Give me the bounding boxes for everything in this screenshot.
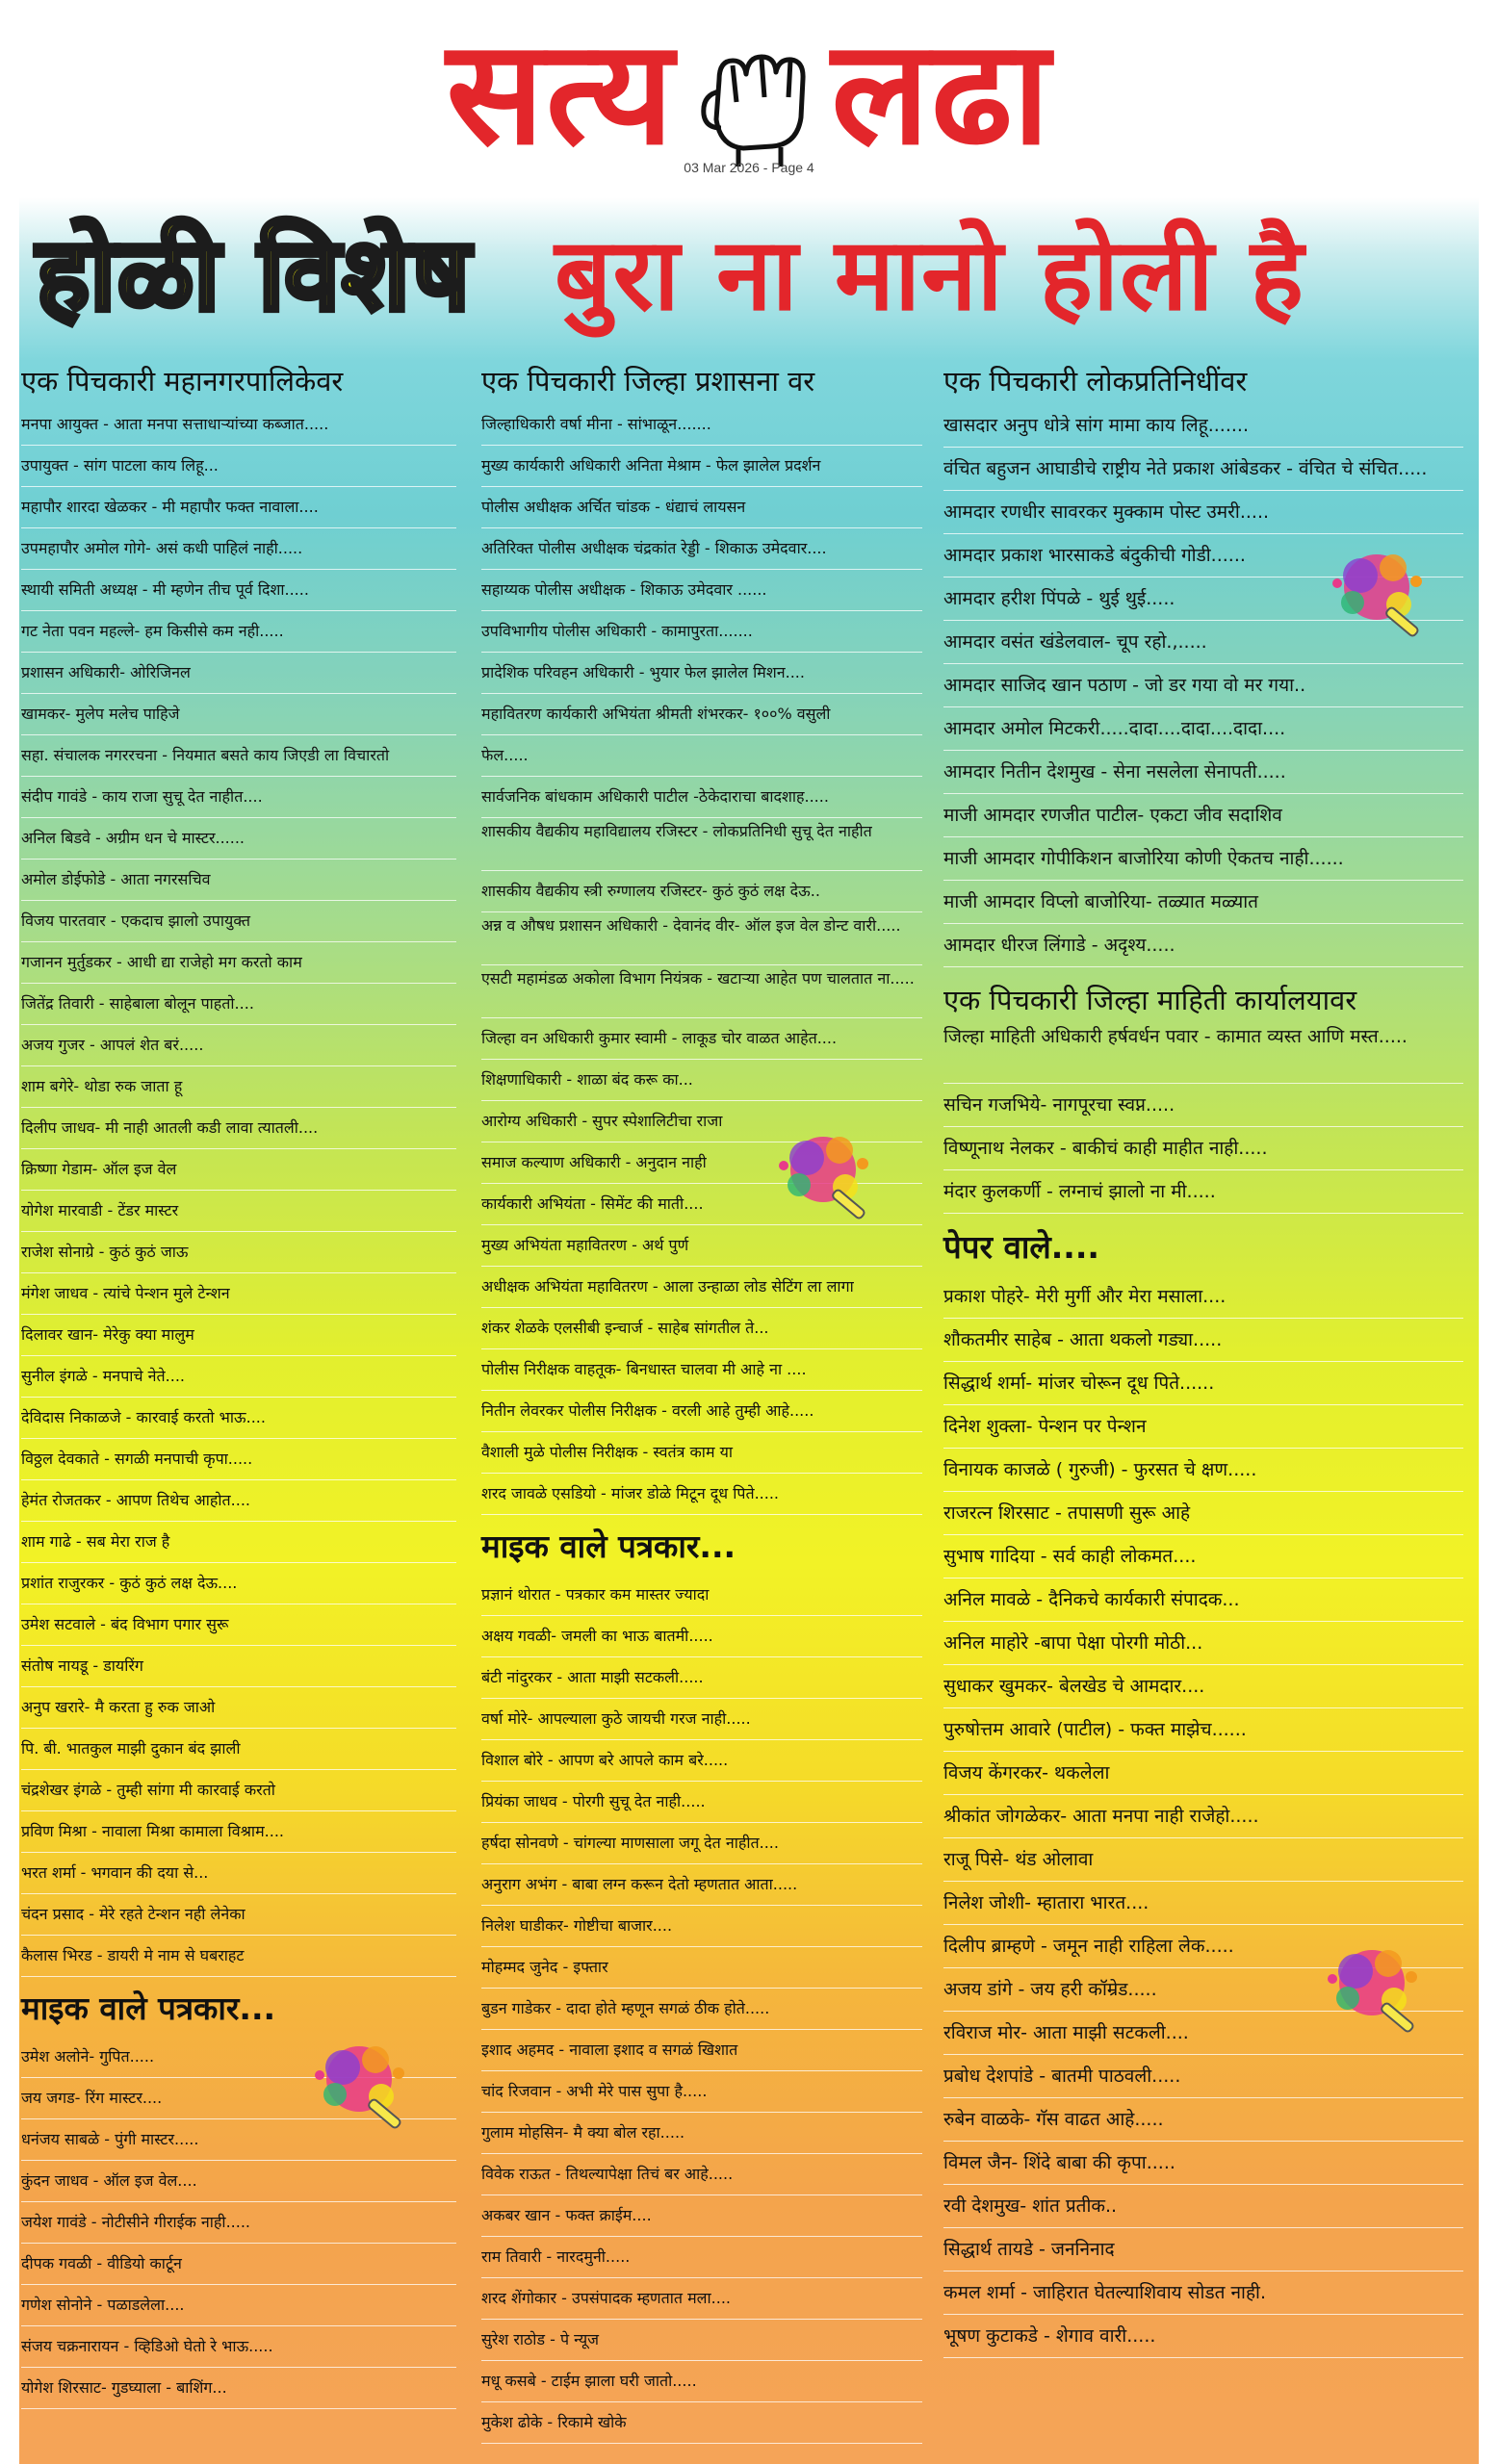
section-heading-district-admin: एक पिचकारी जिल्हा प्रशासना वर xyxy=(481,365,815,398)
list-item: अक्षय गवळी- जमली का भाऊ बातमी..... xyxy=(481,1616,922,1657)
list-item: गट नेता पवन महल्ले- हम किसीसे कम नही..... xyxy=(21,611,456,653)
list-item: रवी देशमुख- शांत प्रतीक.. xyxy=(943,2185,1463,2228)
holi-color-splash-icon xyxy=(1319,1935,1434,2044)
list-item: चंदन प्रसाद - मेरे रहते टेन्शन नही लेनेका xyxy=(21,1894,456,1936)
list-item: देविदास निकाळजे - कारवाई करतो भाऊ.... xyxy=(21,1398,456,1439)
list-item: चांद रिजवान - अभी मेरे पास सुपा है..... xyxy=(481,2071,922,2113)
list-item: आरोग्य अधिकारी - सुपर स्पेशालिटीचा राजा xyxy=(481,1101,922,1142)
list-item: प्रादेशिक परिवहन अधिकारी - भुयार फेल झालेल मिशन.... xyxy=(481,653,922,694)
masthead xyxy=(0,0,1498,192)
holi-color-splash-icon xyxy=(306,2031,422,2141)
list-item: संजय चक्रनारायन - व्हिडिओ घेतो रे भाऊ..... xyxy=(21,2326,456,2368)
list-item: शरद शेंगोकार - उपसंपादक म्हणतात मला.... xyxy=(481,2278,922,2320)
list-item: प्रशासन अधिकारी- ओरिजिनल xyxy=(21,653,456,694)
list-item: उमेश अलोने- गुपित..... xyxy=(21,2037,456,2078)
list-item: दिलावर खान- मेरेकु क्या मालुम xyxy=(21,1315,456,1356)
list-item: राम तिवारी - नारदमुनी..... xyxy=(481,2237,922,2278)
list-item: अकबर खान - फक्त क्राईम.... xyxy=(481,2195,922,2237)
list-item: योगेश मारवाडी - टेंडर मास्टर xyxy=(21,1191,456,1232)
list-item: प्रकाश पोहरे- मेरी मुर्गी और मेरा मसाला.... xyxy=(943,1275,1463,1319)
section-heading-paper-wale: पेपर वाले.... xyxy=(943,1228,1099,1266)
list-item: गणेश सोनोने - पळाडलेला.... xyxy=(21,2285,456,2326)
list-item: मुकेश ढोके - रिकामे खोके xyxy=(481,2402,922,2444)
paper-wale-list xyxy=(943,1275,1463,2358)
column-district-administration xyxy=(481,358,922,2444)
list-item: पि. बी. भातकुल माझी दुकान बंद झाली xyxy=(21,1729,456,1770)
list-item: प्रियंका जाधव - पोरगी सुचू देत नाही..... xyxy=(481,1782,922,1823)
list-item: माजी आमदार गोपीकिशन बाजोरिया कोणी ऐकतच नाही...... xyxy=(943,837,1463,881)
info-office-list xyxy=(943,1023,1463,1214)
list-item: माजी आमदार विप्लो बाजोरिया- तळ्यात मळ्यात xyxy=(943,881,1463,924)
list-item: मुख्य कार्यकारी अधिकारी अनिता मेश्राम - फेल झालेल प्रदर्शन xyxy=(481,446,922,487)
section-heading-info-office: एक पिचकारी जिल्हा माहिती कार्यालयावर xyxy=(943,984,1357,1016)
holi-color-splash-icon xyxy=(1324,539,1439,649)
section-heading-mike-reporters: माइक वाले पत्रकार... xyxy=(21,1989,276,2027)
list-item: पुरुषोत्तम आवारे (पाटील) - फक्त माझेच...... xyxy=(943,1708,1463,1752)
list-item: संतोष नायडू - डायरिंग xyxy=(21,1646,456,1687)
list-item: गजानन मुर्तुडकर - आधी द्या राजेहो मग करतो काम xyxy=(21,942,456,984)
list-item: क्रिष्णा गेडाम- ऑल इज वेल xyxy=(21,1149,456,1191)
list-item: निलेश जोशी- म्हातारा भारत.... xyxy=(943,1882,1463,1925)
list-item: शासकीय वैद्यकीय महाविद्यालय रजिस्टर - लोकप्रतिनिधी सुचू देत नाहीत xyxy=(481,818,922,871)
list-item: अमोल डोईफोडे - आता नगरसचिव xyxy=(21,860,456,901)
list-item: राजेश सोनाग्रे - कुठं कुठं जाऊ xyxy=(21,1232,456,1273)
list-item: मंगेश जाधव - त्यांचे पेन्शन मुले टेन्शन xyxy=(21,1273,456,1315)
banner-holi-vishesh: होळी विशेष xyxy=(37,216,472,333)
list-item: प्रज्ञानं थोरात - पत्रकार कम मास्तर ज्यादा xyxy=(481,1575,922,1616)
list-item: विवेक राऊत - तिथल्यापेक्षा तिचं बर आहे..... xyxy=(481,2154,922,2195)
list-item: मनपा आयुक्त - आता मनपा सत्ताधाऱ्यांच्या कब्जात..... xyxy=(21,404,456,446)
list-item: शाम बगेरे- थोडा रुक जाता हू xyxy=(21,1066,456,1108)
list-item: शंकर शेळके एलसीबी इन्चार्ज - साहेब सांगतील ते... xyxy=(481,1308,922,1349)
list-item: फेल..... xyxy=(481,735,922,777)
list-item: अधीक्षक अभियंता महावितरण - आला उन्हाळा लोड सेटिंग ला लागा xyxy=(481,1267,922,1308)
list-item: कैलास भिरड - डायरी मे नाम से घबराहट xyxy=(21,1936,456,1977)
municipal-list xyxy=(21,404,456,1977)
raised-fist-icon xyxy=(681,22,825,167)
list-item: वर्षा मोरे- आपल्याला कुठे जायची गरज नाही..... xyxy=(481,1699,922,1740)
representatives-list xyxy=(943,404,1463,967)
list-item: दिलीप जाधव- मी नाही आतली कडी लावा त्यातली.... xyxy=(21,1108,456,1149)
list-item: शिक्षणाधिकारी - शाळा बंद करू का... xyxy=(481,1060,922,1101)
list-item: राजू पिसे- थंड ओलावा xyxy=(943,1838,1463,1882)
mike-reporters-list-2 xyxy=(481,1575,922,2444)
list-item: विष्णूनाथ नेलकर - बाकीचं काही माहीत नाही..... xyxy=(943,1127,1463,1170)
list-item: विजय केंगरकर- थकलेला xyxy=(943,1752,1463,1795)
list-item: मधू कसबे - टाईम झाला घरी जातो..... xyxy=(481,2361,922,2402)
list-item: शासकीय वैद्यकीय स्त्री रुग्णालय रजिस्टर- कुठं कुठं लक्ष देऊ.. xyxy=(481,871,922,912)
logo-word-satya: सत्य xyxy=(446,10,676,178)
column-representatives xyxy=(943,358,1463,2358)
list-item: सुभाष गादिया - सर्व काही लोकमत.... xyxy=(943,1535,1463,1578)
list-item: अनिल बिडवे - अग्रीम धन चे मास्टर...... xyxy=(21,818,456,860)
list-item: कुंदन जाधव - ऑल इज वेल.... xyxy=(21,2161,456,2202)
list-item: आमदार धीरज लिंगाडे - अदृश्य..... xyxy=(943,924,1463,967)
list-item: उपायुक्त - सांग पाटला काय लिहू... xyxy=(21,446,456,487)
list-item: उपमहापौर अमोल गोगे- असं कधी पाहिलं नाही..... xyxy=(21,528,456,570)
list-item: स्थायी समिती अध्यक्ष - मी म्हणेन तीच पूर्व दिशा..... xyxy=(21,570,456,611)
list-item: हेमंत रोजतकर - आपण तिथेच आहोत.... xyxy=(21,1480,456,1522)
banner-bura-na-mano: बुरा ना मानो होली है xyxy=(555,216,1304,333)
list-item: विशाल बोरे - आपण बरे आपले काम बरे..... xyxy=(481,1740,922,1782)
holi-banner xyxy=(27,212,1471,346)
list-item: कमल शर्मा - जाहिरात घेतल्याशिवाय सोडत नाही. xyxy=(943,2272,1463,2315)
list-item: रुबेन वाळके- गॅस वाढत आहे..... xyxy=(943,2098,1463,2142)
list-item: जितेंद्र तिवारी - साहेबाला बोलून पाहतो.... xyxy=(21,984,456,1025)
list-item: जिल्हा वन अधिकारी कुमार स्वामी - लाकूड चोर वाळत आहेत.... xyxy=(481,1018,922,1060)
list-item: विनायक काजळे ( गुरुजी) - फुरसत चे क्षण..... xyxy=(943,1449,1463,1492)
list-item: योगेश शिरसाट- गुडघ्याला - बाशिंग... xyxy=(21,2368,456,2409)
list-item: गुलाम मोहसिन- मै क्या बोल रहा..... xyxy=(481,2113,922,2154)
list-item: आमदार अमोल मिटकरी.....दादा....दादा....दादा.... xyxy=(943,707,1463,751)
list-item: उमेश सटवाले - बंद विभाग पगार सुरू xyxy=(21,1604,456,1646)
list-item: चंद्रशेखर इंगळे - तुम्ही सांगा मी कारवाई करतो xyxy=(21,1770,456,1811)
list-item: नितीन लेवरकर पोलीस निरीक्षक - वरली आहे तुम्ही आहे..... xyxy=(481,1391,922,1432)
list-item: एसटी महामंडळ अकोला विभाग नियंत्रक - खटाऱ्या आहेत पण चालतात ना..... xyxy=(481,965,922,1018)
list-item: राजरत्न शिरसाट - तपासणी सुरू आहे xyxy=(943,1492,1463,1535)
list-item: शौकतमीर साहेब - आता थकलो गड्या..... xyxy=(943,1319,1463,1362)
list-item: प्रबोध देशपांडे - बातमी पाठवली..... xyxy=(943,2055,1463,2098)
list-item: सार्वजनिक बांधकाम अधिकारी पाटील -ठेकेदाराचा बादशाह..... xyxy=(481,777,922,818)
list-item: खासदार अनुप धोत्रे सांग मामा काय लिहू....... xyxy=(943,404,1463,448)
list-item: श्रीकांत जोगळेकर- आता मनपा नाही राजेहो..... xyxy=(943,1795,1463,1838)
list-item: बुडन गाडेकर - दादा होते म्हणून सगळं ठीक होते..... xyxy=(481,1989,922,2030)
list-item: संदीप गावंडे - काय राजा सुचू देत नाहीत.... xyxy=(21,777,456,818)
list-item: जय जगड- रिंग मास्टर.... xyxy=(21,2078,456,2119)
district-admin-list xyxy=(481,404,922,1515)
list-item: जिल्हा माहिती अधिकारी हर्षवर्धन पवार - कामात व्यस्त आणि मस्त..... xyxy=(943,1023,1463,1084)
list-item: आमदार प्रकाश भारसाकडे बंदुकीची गोडी...... xyxy=(943,534,1463,578)
list-item: सहा. संचालक नगररचना - नियमात बसते काय जिएडी ला विचारतो xyxy=(21,735,456,777)
list-item: सहाय्यक पोलीस अधीक्षक - शिकाऊ उमेदवार ...... xyxy=(481,570,922,611)
list-item: वंचित बहुजन आघाडीचे राष्ट्रीय नेते प्रकाश आंबेडकर - वंचित चे संचित..... xyxy=(943,448,1463,491)
list-item: अजय डांगे - जय हरी कॉम्रेड..... xyxy=(943,1968,1463,2012)
list-item: सचिन गजभिये- नागपूरचा स्वप्न..... xyxy=(943,1084,1463,1127)
list-item: मुख्य अभियंता महावितरण - अर्थ पुर्ण xyxy=(481,1225,922,1267)
list-item: आमदार नितीन देशमुख - सेना नसलेला सेनापती..... xyxy=(943,751,1463,794)
list-item: जयेश गावंडे - नोटीसीने गीराईक नाही..... xyxy=(21,2202,456,2244)
list-item: दीपक गवळी - वीडियो कार्टून xyxy=(21,2244,456,2285)
list-item: मंदार कुलकर्णी - लग्नाचं झालो ना मी..... xyxy=(943,1170,1463,1214)
list-item: सिद्धार्थ तायडे - जननिनाद xyxy=(943,2228,1463,2272)
section-heading-mike-reporters-2: माइक वाले पत्रकार... xyxy=(481,1527,736,1565)
list-item: महावितरण कार्यकारी अभियंता श्रीमती शंभरकर- १००% वसुली xyxy=(481,694,922,735)
list-item: सुधाकर खुमकर- बेलखेड चे आमदार.... xyxy=(943,1665,1463,1708)
list-item: शाम गाढे - सब मेरा राज है xyxy=(21,1522,456,1563)
section-heading-representatives: एक पिचकारी लोकप्रतिनिधींवर xyxy=(943,365,1248,398)
list-item: अनुप खरारे- मै करता हु रुक जाओ xyxy=(21,1687,456,1729)
newspaper-logo xyxy=(0,6,1498,178)
list-item: विमल जैन- शिंदे बाबा की कृपा..... xyxy=(943,2142,1463,2185)
list-item: अतिरिक्त पोलीस अधीक्षक चंद्रकांत रेड्डी - शिकाऊ उमेदवार.... xyxy=(481,528,922,570)
list-item: दिलीप ब्राम्हणे - जमून नाही राहिला लेक..... xyxy=(943,1925,1463,1968)
list-item: आमदार साजिद खान पठाण - जो डर गया वो मर गया.. xyxy=(943,664,1463,707)
list-item: भरत शर्मा - भगवान की दया से... xyxy=(21,1853,456,1894)
list-item: अनुराग अभंग - बाबा लग्न करून देतो म्हणतात आता..... xyxy=(481,1864,922,1906)
list-item: निलेश घाडीकर- गोष्टीचा बाजार.... xyxy=(481,1906,922,1947)
list-item: कार्यकारी अभियंता - सिमेंट की माती.... xyxy=(481,1184,922,1225)
list-item: भूषण कुटाकडे - शेगाव वारी..... xyxy=(943,2315,1463,2358)
list-item: अनिल मावळे - दैनिकचे कार्यकारी संपादक... xyxy=(943,1578,1463,1622)
list-item: पोलीस अधीक्षक अर्चित चांडक - धंद्याचं लायसन xyxy=(481,487,922,528)
list-item: आमदार रणधीर सावरकर मुक्काम पोस्ट उमरी..... xyxy=(943,491,1463,534)
list-item: शरद जावळे एसडियो - मांजर डोळे मिटून दूध पिते..... xyxy=(481,1474,922,1515)
list-item: धनंजय साबळे - पुंगी मास्टर..... xyxy=(21,2119,456,2161)
list-item: महापौर शारदा खेळकर - मी महापौर फक्त नावाला.... xyxy=(21,487,456,528)
list-item: उपविभागीय पोलीस अधिकारी - कामापुरता....... xyxy=(481,611,922,653)
list-item: सिद्धार्थ शर्मा- मांजर चोरून दूध पिते...... xyxy=(943,1362,1463,1405)
list-item: समाज कल्याण अधिकारी - अनुदान नाही xyxy=(481,1142,922,1184)
list-item: हर्षदा सोनवणे - चांगल्या माणसाला जगू देत नाहीत.... xyxy=(481,1823,922,1864)
list-item: आमदार वसंत खंडेलवाल- चूप रहो.,..... xyxy=(943,621,1463,664)
list-item: विजय पारतवार - एकदाच झालो उपायुक्त xyxy=(21,901,456,942)
list-item: प्रशांत राजुरकर - कुठं कुठं लक्ष देऊ.... xyxy=(21,1563,456,1604)
list-item: जिल्हाधिकारी वर्षा मीना - सांभाळून....... xyxy=(481,404,922,446)
list-item: माजी आमदार रणजीत पाटील- एकटा जीव सदाशिव xyxy=(943,794,1463,837)
issue-dateline: 03 Mar 2026 - Page 4 xyxy=(684,160,814,175)
list-item: अजय गुजर - आपलं शेत बरं..... xyxy=(21,1025,456,1066)
list-item: विठ्ठल देवकाते - सगळी मनपाची कृपा..... xyxy=(21,1439,456,1480)
section-heading-municipal: एक पिचकारी महानगरपालिकेवर xyxy=(21,365,344,398)
holi-color-splash-icon xyxy=(770,1121,886,1231)
list-item: प्रविण मिश्रा - नावाला मिश्रा कामाला विश्राम.... xyxy=(21,1811,456,1853)
list-item: खामकर- मुलेप मलेच पाहिजे xyxy=(21,694,456,735)
list-item: अन्न व औषध प्रशासन अधिकारी - देवानंद वीर- ऑल इज वेल डोन्ट वारी..... xyxy=(481,912,922,965)
list-item: इशाद अहमद - नावाला इशाद व सगळं खिशात xyxy=(481,2030,922,2071)
list-item: वैशाली मुळे पोलीस निरीक्षक - स्वतंत्र काम या xyxy=(481,1432,922,1474)
list-item: बंटी नांदुरकर - आता माझी सटकली..... xyxy=(481,1657,922,1699)
list-item: आमदार हरीश पिंपळे - थुई थुई..... xyxy=(943,578,1463,621)
list-item: रविराज मोर- आता माझी सटकली.... xyxy=(943,2012,1463,2055)
list-item: दिनेश शुक्ला- पेन्शन पर पेन्शन xyxy=(943,1405,1463,1449)
list-item: सुरेश राठोड - पे न्यूज xyxy=(481,2320,922,2361)
logo-word-ladha: लढा xyxy=(831,10,1052,178)
list-item: मोहम्मद जुनेद - इफ्तार xyxy=(481,1947,922,1989)
list-item: पोलीस निरीक्षक वाहतूक- बिनधास्त चालवा मी आहे ना .... xyxy=(481,1349,922,1391)
list-item: सुनील इंगळे - मनपाचे नेते.... xyxy=(21,1356,456,1398)
list-item: अनिल माहोरे -बापा पेक्षा पोरगी मोठी... xyxy=(943,1622,1463,1665)
